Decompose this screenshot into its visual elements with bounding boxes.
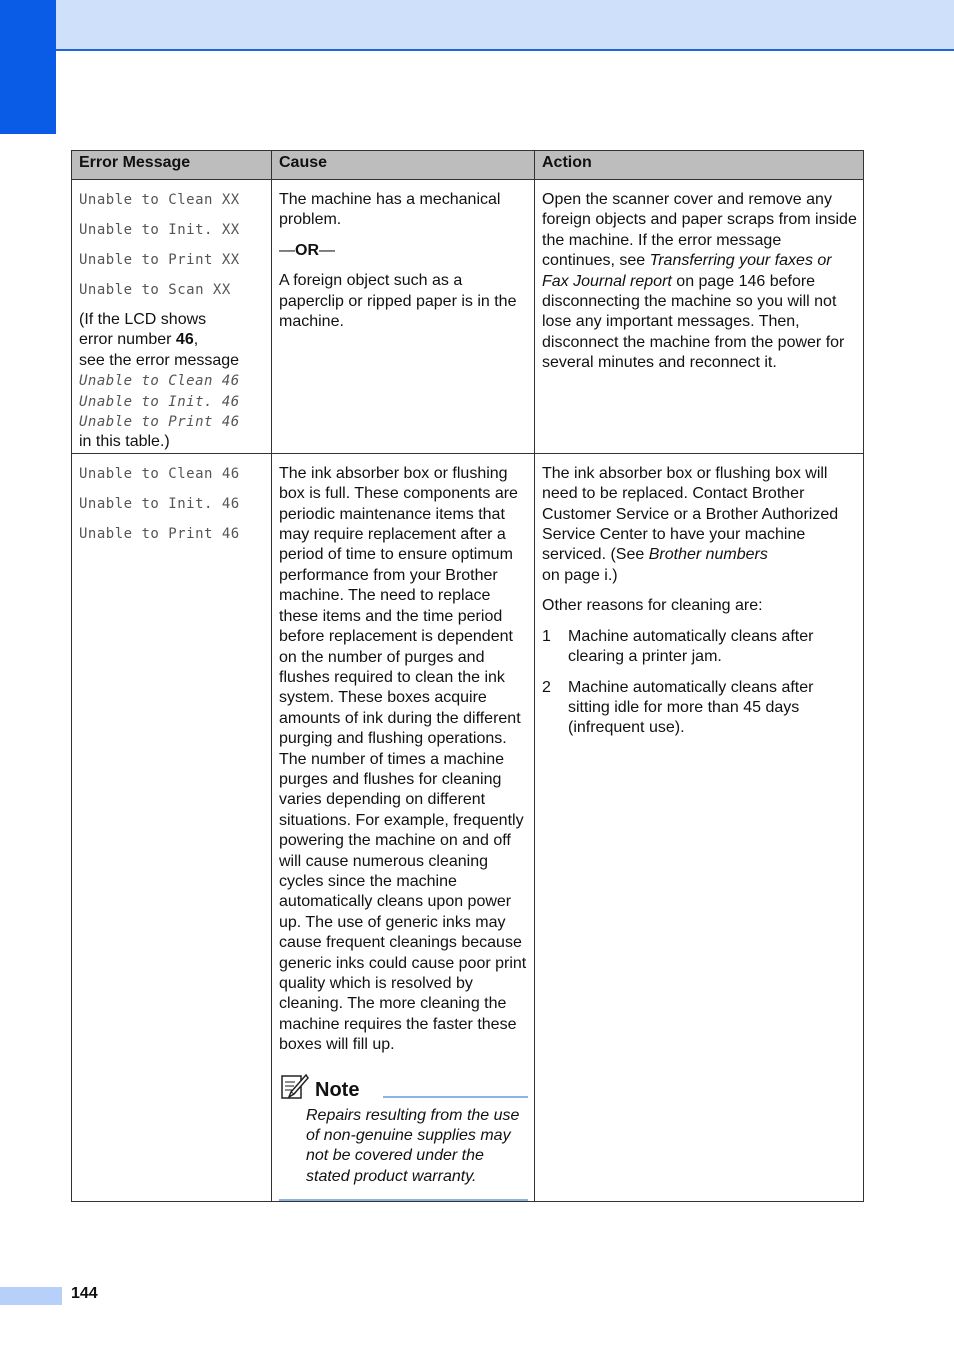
other-reasons-label: Other reasons for cleaning are: xyxy=(542,597,763,615)
list-item-number: 2 xyxy=(542,678,551,696)
lcd-message: Unable to Print XX xyxy=(79,252,240,268)
header-error-message: Error Message xyxy=(72,151,272,180)
table-row xyxy=(72,453,864,1201)
list-item-text: Machine automatically cleans after sitting idle for more than 45 days (infrequent use). xyxy=(568,678,814,737)
chapter-tab xyxy=(0,0,56,134)
lcd-message-46: Unable to Print 46 xyxy=(79,414,240,431)
lcd-message: Unable to Scan XX xyxy=(79,282,231,298)
lcd-note-end: in this table.) xyxy=(79,433,170,451)
lcd-note-prefix: (If the LCD shows xyxy=(79,311,207,328)
note-pencil-icon xyxy=(279,1072,309,1102)
note-rule xyxy=(383,1096,528,1098)
action-text xyxy=(542,190,857,374)
cause-text: The ink absorber box or flushing box is full. These components are periodic maintenance items that may require replacement after a period of time to ensure optimum performance from your Brother machine. The need to replace these items and the time period before replacement is dependent on the number of purges and flushes required to clean the ink system. These boxes acquire amounts of ink during the different purging and flushing operations. The number of times a machine purges and flushes for cleaning varies depending on different situations. For example, frequently powering the machine on and off will cause numerous cleaning cycles since the machine automatically cleans upon power up. The use of generic inks may cause frequent cleanings because generic inks could cause poor print quality which is resolved by cleaning. The more cleaning the machine requires the faster these boxes will fill up. xyxy=(279,464,527,1054)
lcd-note-error-suffix: , xyxy=(193,331,199,349)
error-table xyxy=(71,150,864,1202)
cause-cell xyxy=(272,453,535,1201)
list-item xyxy=(542,627,857,668)
or-separator xyxy=(279,241,528,261)
action-cell xyxy=(535,180,864,454)
lcd-note-error-number: 46 xyxy=(175,331,194,349)
header-band xyxy=(0,0,954,51)
cause-text: The machine has a mechanical problem. xyxy=(279,191,501,229)
note-header xyxy=(279,1070,528,1102)
action-cell xyxy=(535,453,864,1201)
lcd-note-error-label: error number xyxy=(79,331,176,349)
lcd-message: Unable to Init. XX xyxy=(79,222,240,238)
header-cause: Cause xyxy=(272,151,535,180)
lcd-message: Unable to Clean XX xyxy=(79,192,240,208)
error-message-cell xyxy=(72,180,272,454)
error-message-cell xyxy=(72,453,272,1201)
list-item-text: Machine automatically cleans after clearing a printer jam. xyxy=(568,627,814,666)
lcd-message: Unable to Init. 46 xyxy=(79,495,240,512)
note-title: Note xyxy=(315,1078,360,1101)
table-row xyxy=(72,180,864,454)
list-item xyxy=(542,678,857,739)
lcd-message: Unable to Print 46 xyxy=(79,525,240,542)
footer-tab xyxy=(0,1287,62,1305)
action-reference: Transferring your faxes or Fax Journal report xyxy=(542,252,832,290)
table-header-row xyxy=(72,151,864,180)
lcd-message-46: Unable to Init. 46 xyxy=(79,393,240,410)
lcd-message: Unable to Clean 46 xyxy=(79,465,240,482)
action-text-part: on page 146 before disconnecting the machine so you will not lose any important messages. Then, disconnect the machine from the power for several minutes and reconnect it. xyxy=(542,272,845,372)
cause-cell xyxy=(272,180,535,454)
note-box xyxy=(279,1070,528,1202)
lcd-note-see: see the error message xyxy=(79,351,240,369)
action-text-part: on page i.) xyxy=(542,566,618,584)
lcd-message-46: Unable to Clean 46 xyxy=(79,373,240,390)
note-text: Repairs resulting from the use of non-genuine supplies may not be covered under the stated product warranty. xyxy=(306,1106,520,1185)
cause-text: A foreign object such as a paperclip or ripped paper is in the machine. xyxy=(279,272,517,331)
action-text-part: Open the scanner cover and remove any foreign objects and paper scraps from inside the machine. If the error message continues, see xyxy=(542,191,857,270)
action-reference: Brother numbers xyxy=(648,546,768,564)
or-dash-right: — xyxy=(319,241,335,259)
lcd-note-error-line xyxy=(79,330,265,350)
action-text-part: The ink absorber box or flushing box will need to be replaced. Contact Brother Customer Service or a Brother Authorized Service Center to have your machine serviced. (See xyxy=(542,464,839,564)
page-number: 144 xyxy=(71,1285,98,1302)
or-label: OR xyxy=(295,241,319,259)
list-item-number: 1 xyxy=(542,627,551,645)
or-dash-left: — xyxy=(279,241,295,259)
header-action: Action xyxy=(535,151,864,180)
lcd-note xyxy=(79,310,265,453)
action-text xyxy=(542,464,857,586)
